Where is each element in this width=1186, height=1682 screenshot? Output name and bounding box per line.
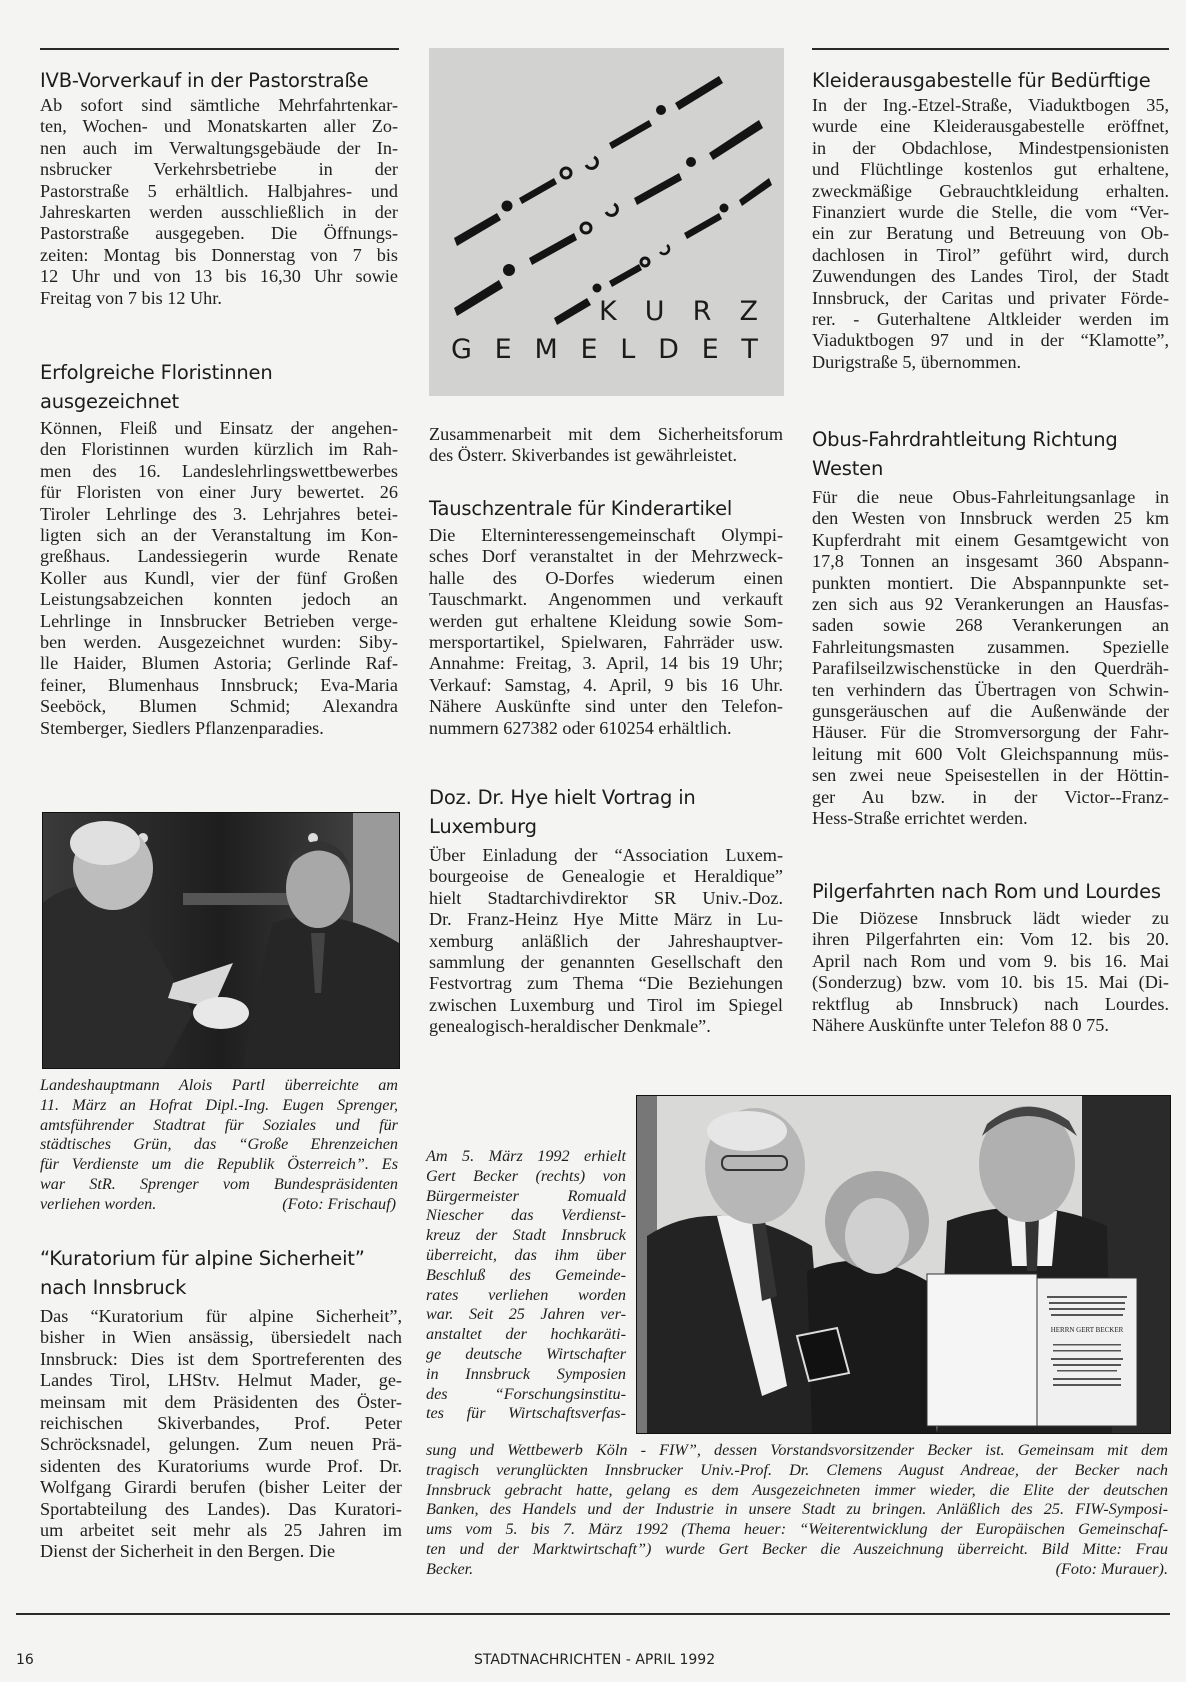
article-body — [429, 525, 783, 739]
text-line: leitung mit 600 Volt Gleichspannung müs- — [812, 743, 1169, 764]
publication-footer: STADTNACHRICHTEN - APRIL 1992 — [474, 1652, 716, 1668]
logo-letter: T — [741, 334, 758, 365]
text-line: ligten sich an der Veranstaltung im Kon- — [40, 525, 398, 546]
logo-letter: E — [580, 334, 598, 365]
text-line: Zuwendungen des Landes Tirol, der Stadt — [812, 266, 1169, 287]
certificate-name: HERRN GERT BECKER — [1050, 1326, 1124, 1334]
text-line: ein zur Beratung und Betreuung von Ob- — [812, 223, 1169, 244]
text-line: wurde eine Kleiderausgabestelle eröffnet, — [812, 116, 1169, 137]
text-line: nummern 627382 oder 610254 erhältlich. — [429, 717, 732, 738]
text-line: April nach Rom und vom 9. bis 16. Mai — [812, 950, 1169, 971]
photo-award-caption-side — [426, 1147, 626, 1424]
caption-last-line — [40, 1195, 398, 1215]
logo-letter: E — [494, 334, 512, 365]
logo-letter: E — [701, 334, 719, 365]
text-line: Die Diözese Innsbruck lädt wieder zu — [812, 908, 1169, 928]
text-line: nen auch im Verwaltungsgebäude der In- — [40, 137, 398, 158]
photo-credit: (Foto: Frischauf) — [282, 1194, 396, 1213]
text-line: reichischen Skiverbandes, Prof. Peter — [40, 1413, 402, 1434]
text-line: Wolfgang Girardi berufen (bisher Leiter der — [40, 1477, 402, 1498]
title-line: Erfolgreiche Floristinnen — [40, 361, 273, 384]
article-body — [40, 1306, 402, 1563]
text-line: Fahrleitungsmasten zusammen. Spezielle — [812, 636, 1169, 657]
text-line: Viaduktbogen 97 und in der “Klamotte”, — [812, 330, 1169, 351]
handshake-photo-illustration — [43, 813, 399, 1068]
text-line: Sportabteilung des Landes). Das Kuratori- — [40, 1498, 402, 1519]
text-line: überreicht, das ihm über — [426, 1245, 626, 1264]
article-floristinnen — [40, 358, 398, 739]
text-line: punkten montiert. Die Abspannpunkte set- — [812, 572, 1169, 593]
article-hye-vortrag — [429, 783, 783, 1038]
text-line: ums vom 5. bis 7. März 1992 (Thema heuer: “Weiterentwicklung der Europäischen Gemeinschaf- — [426, 1520, 1168, 1539]
text-line: des Österr. Skiverbandes ist gewährleistet. — [429, 445, 738, 466]
text-line: Nähere Auskünfte unter Telefon 88 0 75. — [812, 1015, 1109, 1036]
text-line: Niescher das Verdienst- — [426, 1206, 626, 1225]
article-body — [812, 908, 1169, 1036]
article-body — [812, 95, 1169, 373]
text-line: ihren Pilgerfahrten ein: Vom 12. bis 20. — [812, 929, 1169, 950]
text-line: hielt Stadtarchivdirektor SR Univ.-Doz. — [429, 887, 783, 908]
text-line: Ab sofort sind sämtliche Mehrfahrtenkar- — [40, 95, 398, 115]
article-title: Pilgerfahrten nach Rom und Lourdes — [812, 880, 1161, 903]
text-line: ten verhindern das Übertragen von Schwin- — [812, 679, 1169, 700]
text-line: tragisch verunglückten Innsbrucker Univ.-Prof. Dr. Clemens August Andreae, der Becker nach — [426, 1460, 1168, 1479]
text-line: halle des O-Dorfes wiederum einen — [429, 567, 783, 588]
text-line: Annahme: Freitag, 3. April, 14 bis 19 Uhr; — [429, 653, 783, 674]
article-body — [40, 418, 398, 739]
logo-letter: R — [692, 296, 712, 327]
article-pilgerfahrten — [812, 877, 1169, 1036]
logo-word-gemeldet — [451, 334, 758, 365]
article-body — [40, 95, 398, 309]
caption-last-line — [426, 1560, 1168, 1580]
text-line: sen zwei neue Speisestellen in der Höttin- — [812, 765, 1169, 786]
text-line: xemburg anläßlich der Jahreshauptver- — [429, 930, 783, 951]
footer-rule — [16, 1613, 1170, 1615]
text-line: rektflug ab Innsbruck) nach Lourdes. — [812, 993, 1169, 1014]
text-line: rer. - Guterhaltene Altkleider werden im — [812, 309, 1169, 330]
logo-letter: M — [534, 334, 558, 365]
text-line: Parafilseilzwischenstücke in den Querdräh- — [812, 658, 1169, 679]
text-line: Landes Tirol, LHStv. Helmut Mader, ge- — [40, 1370, 402, 1391]
text-line: war StR. Sprenger vom Bundespräsidenten — [40, 1174, 398, 1193]
title-line: nach Innsbruck — [40, 1276, 187, 1299]
title-line: Westen — [812, 457, 884, 480]
text-line: Jahreskarten werden ausschließlich in der — [40, 202, 398, 223]
text-line: Zusammenarbeit mit dem Sicherheitsforum — [429, 424, 783, 444]
text-line: Innsbruck: Dies ist dem Sportreferenten des — [40, 1348, 402, 1369]
text-line: gunsgeräuschen auf die Außenwände der — [812, 701, 1169, 722]
text-line: lle Haider, Blumen Astoria; Gerlinde Raf- — [40, 653, 398, 674]
article-obus — [812, 425, 1169, 830]
text-line: Innsbruck gebracht hatte, gelang es dem Ausgezeichneten immer wieder, die Elite der deutschen — [426, 1480, 1168, 1499]
award-photo-illustration — [637, 1096, 1170, 1433]
title-line: Doz. Dr. Hye hielt Vortrag in — [429, 786, 696, 809]
article-title: IVB-Vorverkauf in der Pastorstraße — [40, 69, 369, 92]
text-line: in der Obdachlose, Mindestpensionisten — [812, 137, 1169, 158]
text-line: sches Dorf veranstaltet in der Mehrzweck- — [429, 546, 783, 567]
text-line: sidenten des Kuratoriums wurde Prof. Dr. — [40, 1455, 402, 1476]
caption-lines — [426, 1147, 626, 1424]
top-rule-col1 — [40, 48, 399, 50]
article-title — [40, 358, 398, 416]
text-line: Durigstraße 5, übernommen. — [812, 351, 1022, 372]
text-line: Pastorstraße ausgegeben. Die Öffnungs- — [40, 223, 398, 244]
text-line: tes für Wirtschaftsverfas- — [426, 1404, 626, 1423]
text-line: werden gut erhaltene Kleidung sowie Som- — [429, 610, 783, 631]
text-line: meinsam mit dem Präsidenten des Öster- — [40, 1391, 402, 1412]
article-ivb-vorverkauf — [40, 66, 398, 309]
text-line: des “Forschungsinstitu- — [426, 1384, 626, 1403]
text-line: (Sonderzug) bzw. vom 10. bis 15. Mai (Di- — [812, 972, 1169, 993]
text-line: in Innsbruck Symposien — [426, 1364, 626, 1383]
article-title — [429, 783, 783, 841]
text-line: und Flüchtlinge kostenlos gut erhaltene, — [812, 159, 1169, 180]
text-line: Freitag von 7 bis 12 Uhr. — [40, 287, 222, 308]
title-line: Luxemburg — [429, 815, 537, 838]
text-line: Die Elterninteressengemeinschaft Olympi- — [429, 525, 783, 545]
text-line: zwischen Luxemburg und Tirol im Spiegel — [429, 994, 783, 1015]
text-line: zeiten: Montag bis Donnerstag von 7 bis — [40, 244, 398, 265]
text-line: amtsführender Stadtrat für Soziales und für — [40, 1115, 398, 1134]
title-line: “Kuratorium für alpine Sicherheit” — [40, 1247, 365, 1270]
article-body — [812, 487, 1169, 830]
text-line: Nähere Auskünfte sind unter den Telefon- — [429, 696, 783, 717]
text-line: Kupferdraht mit einem Gesamtgewicht von — [812, 529, 1169, 550]
kurz-gemeldet-logo — [429, 48, 784, 396]
text-line: kreuz der Stadt Innsbruck — [426, 1226, 626, 1245]
article-title — [812, 425, 1169, 483]
text-line: In der Ing.-Etzel-Straße, Viaduktbogen 35, — [812, 95, 1169, 115]
page-number: 16 — [16, 1652, 34, 1668]
text-line: sammlung der genannten Gesellschaft den — [429, 952, 783, 973]
text-line: ge deutsche Wirtschafter — [426, 1344, 626, 1363]
article-body — [429, 845, 783, 1038]
text-line: Für die neue Obus-Fahrleitungsanlage in — [812, 487, 1169, 507]
text-line: Gert Becker (rechts) von — [426, 1166, 626, 1185]
text-line: Leistungsabzeichen konnten jedoch an — [40, 589, 398, 610]
caption-lines — [40, 1076, 398, 1195]
title-line: ausgezeichnet — [40, 390, 179, 413]
title-line: Obus-Fahrdrahtleitung Richtung — [812, 428, 1118, 451]
photo-award-caption-wide — [426, 1441, 1168, 1580]
text-line: Pastorstraße 5 erhältlich. Halbjahres- und — [40, 180, 398, 201]
text-line: Tauschmarkt. Angenommen und verkauft — [429, 589, 783, 610]
logo-letter: G — [451, 334, 472, 365]
logo-word-kurz — [599, 296, 758, 327]
text-line: rates verliehen worden — [426, 1285, 626, 1304]
logo-letter: K — [599, 296, 617, 327]
text-line: für Floristen von einer Jury bewertet. 26 — [40, 482, 398, 503]
text-line: Landeshauptmann Alois Partl überreichte am — [40, 1076, 398, 1094]
text-line: Das “Kuratorium für alpine Sicherheit”, — [40, 1306, 402, 1326]
text-line: mersportartikel, Spielwaren, Fahrräder usw. — [429, 632, 783, 653]
text-line: Bürgermeister Romuald — [426, 1186, 626, 1205]
text-line: städtisches Grün, das “Große Ehrenzeichen — [40, 1135, 398, 1154]
text-line: Häuser. Für die Stromversorgung der Fahr- — [812, 722, 1169, 743]
text-line: war. Seit 25 Jahren ver- — [426, 1305, 626, 1324]
text-line: Beschluß des Gemeinde- — [426, 1265, 626, 1284]
text-line: Koller aus Kundl, vier der fünf Großen — [40, 567, 398, 588]
text-line: um arbeitet seit mehr als 25 Jahren im — [40, 1520, 402, 1541]
text-line: Schröcksnadel, gelungen. Zum neuen Prä- — [40, 1434, 402, 1455]
text-line: saden sowie 268 Verankerungen an — [812, 615, 1169, 636]
article-kuratorium — [40, 1244, 402, 1563]
text-line: nsbrucker Verkehrsbetriebe in der — [40, 159, 398, 180]
article-tauschzentrale — [429, 494, 783, 739]
text-line: Festvortrag zum Thema “Die Beziehungen — [429, 973, 783, 994]
logo-letter: U — [644, 296, 665, 327]
text-line: ten, Wochen- und Monatskarten aller Zo- — [40, 116, 398, 137]
text-line: Innsbruck, der Caritas und privater Förde- — [812, 287, 1169, 308]
photo-handshake-caption — [40, 1076, 398, 1215]
text-line: Am 5. März 1992 erhielt — [426, 1147, 626, 1165]
text-line: Stemberger, Siedlers Pflanzenparadies. — [40, 717, 324, 738]
kuratorium-continuation — [429, 424, 783, 467]
text-line: Über Einladung der “Association Luxem- — [429, 845, 783, 865]
text-line: Tiroler Lehrlinge des 3. Lehrjahres betei- — [40, 503, 398, 524]
caption-text: Becker. — [426, 1559, 474, 1578]
photo-award-ceremony — [636, 1095, 1171, 1434]
photo-credit: (Foto: Murauer). — [1055, 1559, 1168, 1578]
text-line: Dr. Franz-Heinz Hye Mitte März in Lu- — [429, 909, 783, 930]
text-line: men des 16. Landeslehrlingswettbewerbes — [40, 460, 398, 481]
text-line: genealogisch-heraldischer Denkmale”. — [429, 1016, 711, 1037]
text-line: Finanziert wurde die Stelle, die vom “Ver- — [812, 202, 1169, 223]
text-line: ger Au bzw. in der Victor--Franz- — [812, 786, 1169, 807]
photo-handshake — [42, 812, 400, 1069]
text-line: Seeböck, Blumen Schmid; Alexandra — [40, 696, 398, 717]
text-line: den Westen von Innsbruck werden 25 km — [812, 508, 1169, 529]
article-title: Tauschzentrale für Kinderartikel — [429, 497, 733, 520]
text-line: 17,8 Tonnen an insgesamt 360 Abspann- — [812, 551, 1169, 572]
text-line: feiner, Blumenhaus Innsbruck; Eva-Maria — [40, 674, 398, 695]
text-line: zweckmäßige Gebrauchtkleidung erhalten. — [812, 180, 1169, 201]
text-line: bisher in Wien ansässig, übersiedelt nach — [40, 1327, 402, 1348]
text-line: Banken, des Handels und der Industrie in unsere Stadt zu bringen. Anläßlich des 25. FIW-Symposi- — [426, 1500, 1168, 1519]
text-line: greßhaus. Landessiegerin wurde Renate — [40, 546, 398, 567]
text-line: Lehrlinge in Innsbrucker Betrieben verge- — [40, 610, 398, 631]
text-line: bourgeoise de Genealogie et Heraldique” — [429, 866, 783, 887]
text-line: zen sich aus 92 Verankerungen an Hausfas- — [812, 594, 1169, 615]
text-line: für Verdienste um die Republik Österreich”. Es — [40, 1155, 398, 1174]
article-title: Kleiderausgabestelle für Bedürftige — [812, 69, 1151, 92]
text-line: Können, Fleiß und Einsatz der angehen- — [40, 418, 398, 438]
article-title — [40, 1244, 402, 1302]
text-line: den Floristinnen wurden kürzlich im Rah- — [40, 439, 398, 460]
logo-letter: D — [658, 334, 679, 365]
logo-letter: Z — [739, 296, 758, 327]
text-line: Hess-Straße errichtet werden. — [812, 808, 1028, 829]
text-line: ben werden. Ausgezeichnet wurden: Siby- — [40, 632, 398, 653]
article-kleiderausgabe — [812, 66, 1169, 373]
caption-lines — [426, 1441, 1168, 1560]
top-rule-col3 — [812, 48, 1169, 50]
text-line: 12 Uhr und von 13 bis 16,30 Uhr sowie — [40, 266, 398, 287]
text-line: 11. März an Hofrat Dipl.-Ing. Eugen Sprenger, — [40, 1095, 398, 1114]
caption-text: verliehen worden. — [40, 1194, 157, 1213]
text-line: ten und der Marktwirtschaft”) wurde Gert Becker die Auszeichnung überreicht. Bild Mitte: Frau — [426, 1539, 1168, 1558]
logo-letter: L — [620, 334, 636, 365]
text-line: Dienst der Sicherheit in den Bergen. Die — [40, 1541, 336, 1562]
text-line: dachlosen in Tirol” geführt wird, durch — [812, 244, 1169, 265]
text-line: anstaltet der hochkaräti- — [426, 1325, 626, 1344]
text-line: Verkauf: Samstag, 4. April, 9 bis 16 Uhr. — [429, 674, 783, 695]
text-line: sung und Wettbewerb Köln - FIW”, dessen Vorstandsvorsitzender Becker ist. Gemeinsam mit dem — [426, 1441, 1168, 1459]
